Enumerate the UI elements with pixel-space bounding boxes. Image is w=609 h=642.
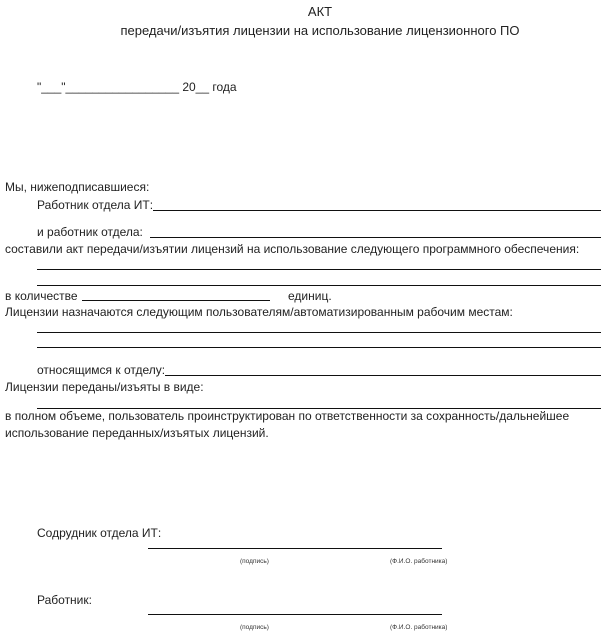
signature-label: Работник: bbox=[37, 593, 92, 607]
signature-line bbox=[148, 614, 442, 615]
assigned-text: Лицензии назначаются следующим пользователям/автоматизированным рабочим местам: bbox=[5, 305, 513, 319]
department-field-line bbox=[165, 375, 601, 376]
dept-employee-field-line bbox=[150, 237, 601, 238]
software-field-line-2 bbox=[37, 285, 601, 286]
quantity-prefix: в количестве bbox=[5, 289, 78, 303]
intro-text: Мы, нижеподписавшиеся: bbox=[5, 180, 150, 194]
quantity-suffix: единиц. bbox=[288, 289, 332, 303]
signature-line bbox=[148, 548, 442, 549]
name-caption: (Ф.И.О. работника) bbox=[390, 558, 448, 565]
name-caption: (Ф.И.О. работника) bbox=[390, 624, 448, 631]
document-title: АКТ bbox=[307, 4, 333, 19]
signature-caption: (подпись) bbox=[240, 624, 269, 631]
compiled-text: составили акт передачи/изъятии лицензий на использование следующего программного обеспечения: bbox=[5, 242, 580, 256]
users-field-line-2 bbox=[37, 347, 601, 348]
document-subtitle: передачи/изъятия лицензии на использование лицензионного ПО bbox=[120, 23, 520, 38]
date-line: "___"_________________ 20__ года bbox=[37, 80, 237, 94]
dept-employee-label: и работник отдела: bbox=[37, 225, 143, 239]
full-scope-text-1: в полном объеме, пользователь проинструктирован по ответственности за сохранность/дальнейшее bbox=[5, 409, 570, 423]
it-employee-field-line bbox=[153, 210, 601, 211]
full-scope-text-2: использование переданных/изъятых лицензий. bbox=[5, 426, 269, 440]
form-text: Лицензии переданы/изъяты в виде: bbox=[5, 380, 204, 394]
department-label: относящимся к отделу: bbox=[37, 363, 166, 377]
users-field-line-1 bbox=[37, 332, 601, 333]
it-employee-label: Работник отдела ИТ: bbox=[37, 198, 154, 212]
signature-caption: (подпись) bbox=[240, 558, 269, 565]
quantity-field-line bbox=[82, 300, 270, 301]
signature-label: Содрудник отдела ИТ: bbox=[37, 526, 162, 540]
software-field-line-1 bbox=[37, 269, 601, 270]
